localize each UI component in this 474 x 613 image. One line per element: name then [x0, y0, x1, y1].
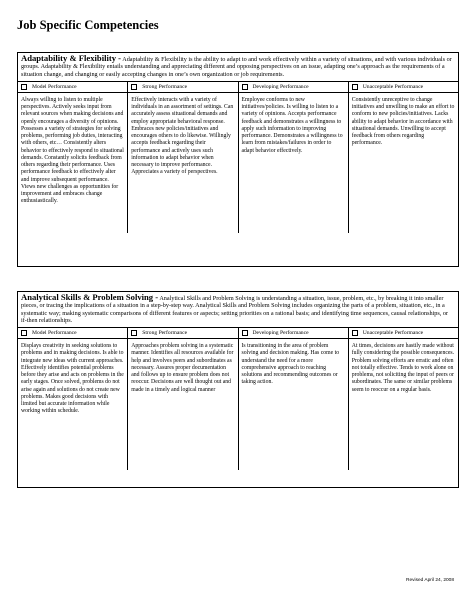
checkbox-developing[interactable] — [242, 84, 248, 90]
level-text: Effectively interacts with a variety of individuals in an assortment of settings. Can accurately assess situational demands and employ appropriate behavioral response. Embraces new policies/initiatives and encourages others to do likewise. Willingly accepts feedback regarding their performance and actively uses such information to adapt behavior when necessary to improve performance. Appreciates a variety of perspectives. — [131, 96, 234, 176]
level-header — [128, 82, 237, 93]
checkbox-model[interactable] — [21, 330, 27, 336]
level-text: Approaches problem solving in a systematic manner. Identifies all resources available for help and involves peers and subordinates as necessary. Assures proper documentation and follows up to ensure problem does not reoccur. Decisions are well thought out and made in a timely and logical manner — [131, 343, 234, 393]
level-text: Consistently unreceptive to change initiatives and unwilling to make an effort to conform to new policies/initiatives. Lacks ability to adapt behavior in accordance with situational demands. Unwilling to accept feedback from others regarding performance. — [351, 96, 455, 147]
level-header — [128, 328, 237, 339]
level-header — [349, 82, 458, 93]
competency-header — [18, 53, 458, 81]
level-developing — [238, 328, 348, 470]
performance-levels — [18, 81, 458, 233]
level-label: Unacceptable Performance — [362, 83, 424, 90]
level-text: At times, decisions are hastily made without fully considering the possible consequences. Problem solving efforts are erratic and often not totally effective. Tends to work alone on problems, not soliciting the input of peers or subordinates. The same or similar problems seem to reoccur on a regular basis. — [351, 343, 455, 393]
level-header — [239, 328, 348, 339]
competency-analytical — [17, 291, 459, 488]
level-text: Is transitioning in the area of problem solving and decision making. Has come to understand the need for a more comprehensive approach to reaching solutions and recommending outcomes or taking action. — [241, 343, 340, 386]
level-header — [349, 328, 458, 339]
performance-levels — [18, 327, 458, 470]
level-header — [18, 328, 127, 339]
level-strong — [127, 328, 237, 470]
level-strong — [127, 82, 237, 233]
level-header — [239, 82, 348, 93]
competency-name: Adaptability & Flexibility - — [21, 53, 122, 63]
level-model — [18, 82, 127, 233]
level-label: Unacceptable Performance — [362, 330, 424, 337]
level-label: Model Performance — [32, 83, 77, 90]
competency-header — [18, 292, 458, 327]
level-label: Strong Performance — [142, 330, 188, 337]
level-developing — [238, 82, 348, 233]
revision-date: Revised April 24, 2008 — [406, 578, 454, 583]
level-model — [18, 328, 127, 470]
page-title: Job Specific Competencies — [17, 18, 159, 32]
checkbox-unacceptable[interactable] — [352, 84, 358, 90]
level-text: Displays creativity in seeking solutions to problems and in making decisions. Is able to integrate new ideas with current approaches. Effectively identifies potential problems before they arise and acts on problems in the early stages. Once solved, problems do not arise again and solutions do not create new problems. Makes good decisions with limited but accurate information while working within schedule. — [21, 343, 124, 415]
level-header — [18, 82, 127, 93]
level-text: Employee conforms to new initiatives/policies. Is willing to listen to a variety of opinions. Accepts performance feedback and demonstrates a willingness to apply such information to improving performance. Demonstrates a willingness to learn from mistakes/failures in order to adapt behavior effectively. — [241, 96, 343, 154]
checkbox-strong[interactable] — [131, 330, 137, 336]
checkbox-developing[interactable] — [242, 330, 248, 336]
competency-name: Analytical Skills & Problem Solving - — [21, 292, 159, 302]
checkbox-strong[interactable] — [131, 84, 137, 90]
checkbox-model[interactable] — [21, 84, 27, 90]
level-label: Developing Performance — [252, 330, 309, 337]
level-unacceptable — [348, 82, 458, 233]
competency-adaptability — [17, 52, 459, 267]
level-label: Model Performance — [32, 330, 77, 337]
competency-description: Adaptability & Flexibility is the ability to adapt to and work effectively within a variety of situations, and with various individuals or groups. Adaptability & Flexibility entails understanding and appreciating different and opposing perspectives on an issue, adapting one’s approach as the requirements of a situation change, and changing or easily accepting changes in one’s own organization or job requirements. — [21, 56, 452, 78]
level-label: Strong Performance — [142, 83, 188, 90]
competency-description: Analytical Skills and Problem Solving is understanding a situation, issue, problem, etc., by breaking it into smaller pieces, or tracing the implications of a situation in a step-by-step way. Analytical Skills and Problem Solving includes organizing the parts of a problem, situation, etc., in a systematic way; making systematic comparisons of different features or aspects; setting priorities on a rational basis; and identifying time sequences, causal relationships, or if-then relationships. — [21, 295, 449, 324]
level-text: Always willing to listen to multiple perspectives. Actively seeks input from relevant sources when making decisions and openly encourages a diversity of opinions. Possesses a variety of strategies for solving problems, performing job duties, interacting with others, etc… Consistently alters behavior to effectively respond to situational demands. Constantly solicits feedback from others regarding their performance. Uses performance feedback to effectively alter and improve subsequent performance. Views new challenges as opportunities for improvement and embraces change enthusiastically. — [21, 96, 124, 205]
level-label: Developing Performance — [252, 83, 309, 90]
level-unacceptable — [348, 328, 458, 470]
checkbox-unacceptable[interactable] — [352, 330, 358, 336]
